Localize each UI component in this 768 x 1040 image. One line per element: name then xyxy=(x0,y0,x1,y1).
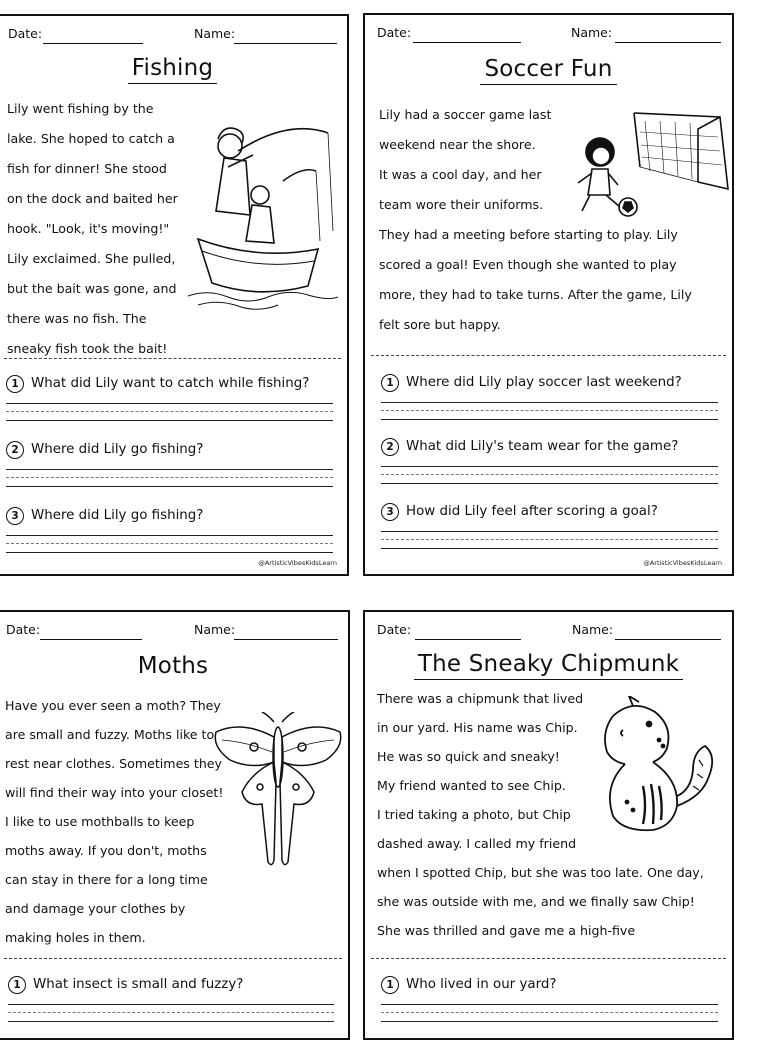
answer-line[interactable] xyxy=(6,420,333,421)
story-line: team wore their uniforms. xyxy=(379,197,544,212)
question-number: 1 xyxy=(6,375,24,393)
worksheet-sneaky-chipmunk xyxy=(363,610,734,1040)
section-divider xyxy=(371,958,726,959)
worksheet-header xyxy=(365,622,732,644)
answer-line[interactable] xyxy=(8,1004,334,1005)
question-1 xyxy=(381,372,718,420)
answer-line[interactable] xyxy=(381,402,718,403)
question-2 xyxy=(381,436,718,484)
story-line: rest near clothes. Sometimes they xyxy=(5,756,222,771)
story-line: Lily went fishing by the xyxy=(7,101,154,116)
worksheet-header xyxy=(0,26,347,48)
answer-line[interactable] xyxy=(6,486,333,487)
question-1 xyxy=(381,974,718,1022)
question-text: What did Lily want to catch while fishing? xyxy=(31,376,310,391)
name-field[interactable] xyxy=(234,43,337,44)
answer-guide-line xyxy=(6,477,333,478)
story-line: They had a meeting before starting to play. Lily xyxy=(379,227,678,242)
story-line: Lily had a soccer game last xyxy=(379,107,552,122)
answer-guide-line xyxy=(381,539,718,540)
question-number: 3 xyxy=(381,503,399,521)
answer-guide-line xyxy=(6,411,333,412)
page-title: Fishing xyxy=(0,54,347,84)
moth-illustration xyxy=(212,712,344,872)
section-divider xyxy=(4,958,342,959)
name-label: Name: xyxy=(572,622,614,637)
answer-line[interactable] xyxy=(381,1021,718,1022)
story-line: and damage your clothes by xyxy=(5,901,186,916)
date-field[interactable] xyxy=(415,639,521,640)
question-text: Where did Lily play soccer last weekend? xyxy=(406,375,682,390)
question-text: How did Lily feel after scoring a goal? xyxy=(406,504,658,519)
story-line: she was outside with me, and we finally saw Chip! xyxy=(377,894,695,909)
date-label: Date: xyxy=(377,622,412,637)
question-text: Where did Lily go fishing? xyxy=(31,442,204,457)
answer-guide-line xyxy=(6,543,333,544)
name-label: Name: xyxy=(194,26,236,41)
answer-line[interactable] xyxy=(8,1021,334,1022)
story-line: felt sore but happy. xyxy=(379,317,501,332)
story-line: It was a cool day, and her xyxy=(379,167,542,182)
story-line: Have you ever seen a moth? They xyxy=(5,698,221,713)
soccer-illustration xyxy=(570,107,730,222)
worksheet-header xyxy=(0,622,348,644)
story-line: in our yard. His name was Chip. xyxy=(377,720,578,735)
answer-guide-line xyxy=(381,410,718,411)
question-text: Who lived in our yard? xyxy=(406,977,557,992)
name-field[interactable] xyxy=(615,42,721,43)
story-line: on the dock and baited her xyxy=(7,191,178,206)
answer-line[interactable] xyxy=(381,548,718,549)
answer-line[interactable] xyxy=(6,535,333,536)
story-text xyxy=(5,691,223,952)
page-title: The Sneaky Chipmunk xyxy=(365,650,732,680)
name-field[interactable] xyxy=(615,639,721,640)
story-line: She was thrilled and gave me a high-five xyxy=(377,923,636,938)
answer-line[interactable] xyxy=(381,466,718,467)
story-line: there was no fish. The xyxy=(7,311,147,326)
credit-text: @ArtisticVibesKidsLearn xyxy=(258,559,337,567)
answer-guide-line xyxy=(381,474,718,475)
worksheet-moths xyxy=(0,610,350,1040)
name-field[interactable] xyxy=(234,639,338,640)
section-divider xyxy=(371,355,726,356)
story-text xyxy=(7,94,178,364)
question-3 xyxy=(381,501,718,549)
story-line: I like to use mothballs to keep xyxy=(5,814,195,829)
story-line: There was a chipmunk that lived xyxy=(377,691,584,706)
story-line: scored a goal! Even though she wanted to play xyxy=(379,257,677,272)
story-line: weekend near the shore. xyxy=(379,137,536,152)
story-line: fish for dinner! She stood xyxy=(7,161,167,176)
question-number: 1 xyxy=(381,976,399,994)
worksheet-header xyxy=(365,25,732,47)
story-line: hook. "Look, it's moving!" xyxy=(7,221,170,236)
question-1 xyxy=(8,974,334,1022)
question-number: 1 xyxy=(8,976,26,994)
story-line: moths away. If you don't, moths xyxy=(5,843,207,858)
question-text: What did Lily's team wear for the game? xyxy=(406,439,679,454)
story-line: will find their way into your closet! xyxy=(5,785,224,800)
question-text: Where did Lily go fishing? xyxy=(31,508,204,523)
story-line: more, they had to take turns. After the game, Lily xyxy=(379,287,692,302)
story-line: My friend wanted to see Chip. xyxy=(377,778,566,793)
name-label: Name: xyxy=(194,622,236,637)
date-label: Date: xyxy=(6,622,41,637)
section-divider xyxy=(4,358,341,359)
answer-guide-line xyxy=(381,1012,718,1013)
story-line: Lily exclaimed. She pulled, xyxy=(7,251,176,266)
story-line: making holes in them. xyxy=(5,930,146,945)
date-field[interactable] xyxy=(40,639,142,640)
question-2 xyxy=(6,439,333,487)
answer-guide-line xyxy=(8,1012,334,1013)
date-field[interactable] xyxy=(43,43,143,44)
story-line: are small and fuzzy. Moths like to xyxy=(5,727,215,742)
answer-line[interactable] xyxy=(6,403,333,404)
story-line: but the bait was gone, and xyxy=(7,281,177,296)
page-title: Soccer Fun xyxy=(365,55,732,85)
page-title: Moths xyxy=(137,653,209,679)
story-line: can stay in there for a long time xyxy=(5,872,208,887)
date-label: Date: xyxy=(8,26,43,41)
story-line: lake. She hoped to catch a xyxy=(7,131,175,146)
story-line: when I spotted Chip, but she was too late. One day, xyxy=(377,865,704,880)
name-label: Name: xyxy=(571,25,613,40)
fishing-boat-illustration xyxy=(188,111,338,311)
answer-line[interactable] xyxy=(381,1004,718,1005)
story-line: dashed away. I called my friend xyxy=(377,836,577,851)
story-line: sneaky fish took the bait! xyxy=(7,341,168,356)
chipmunk-illustration xyxy=(593,696,723,836)
answer-line[interactable] xyxy=(6,552,333,553)
worksheet-fishing xyxy=(0,14,349,576)
question-number: 2 xyxy=(6,441,24,459)
answer-line[interactable] xyxy=(381,419,718,420)
question-text: What insect is small and fuzzy? xyxy=(33,977,244,992)
answer-line[interactable] xyxy=(6,469,333,470)
question-3 xyxy=(6,505,333,553)
question-number: 3 xyxy=(6,507,24,525)
question-number: 2 xyxy=(381,438,399,456)
answer-line[interactable] xyxy=(381,483,718,484)
question-1 xyxy=(6,373,333,421)
credit-text: @ArtisticVibesKidsLearn xyxy=(643,559,722,567)
question-number: 1 xyxy=(381,374,399,392)
date-field[interactable] xyxy=(413,42,521,43)
answer-line[interactable] xyxy=(381,531,718,532)
story-line: He was so quick and sneaky! xyxy=(377,749,560,764)
date-label: Date: xyxy=(377,25,412,40)
story-line: I tried taking a photo, but Chip xyxy=(377,807,571,822)
worksheet-soccer-fun xyxy=(363,13,734,576)
